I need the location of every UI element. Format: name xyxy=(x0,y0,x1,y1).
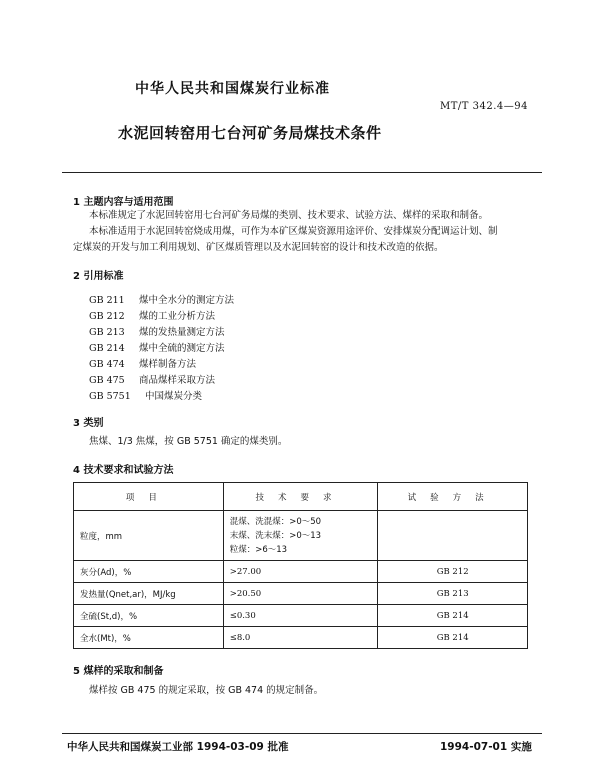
cell-requirement: >20.50 xyxy=(223,583,378,605)
table-row xyxy=(74,627,528,649)
requirement-line: 混煤、洗混煤：>0～50 xyxy=(229,516,322,527)
standard-code: MT/T 342.4—94 xyxy=(440,101,528,112)
table-row xyxy=(74,561,528,583)
reference-item xyxy=(89,356,196,370)
reference-item xyxy=(89,292,234,306)
cell-method: GB 212 xyxy=(378,561,528,583)
section-4-heading: 4 技术要求和试验方法 xyxy=(73,465,174,476)
section-1-paragraph-2b: 定煤炭的开发与加工利用规划、矿区煤质管理以及水泥回转窑的设计和技术改造的依据。 xyxy=(73,242,444,253)
reference-item xyxy=(89,308,215,322)
header-item: 项目 xyxy=(74,483,224,511)
section-5-heading: 5 煤样的采取和制备 xyxy=(73,666,164,677)
document-title: 水泥回转窑用七台河矿务局煤技术条件 xyxy=(118,124,382,142)
table-row xyxy=(74,583,528,605)
section-1-heading: 1 主题内容与适用范围 xyxy=(73,197,174,208)
cell-requirement xyxy=(223,511,378,561)
section-5-paragraph: 煤样按 GB 475 的规定采取，按 GB 474 的规定制备。 xyxy=(89,685,324,696)
cell-method: GB 213 xyxy=(378,583,528,605)
section-1-paragraph-1: 本标准规定了水泥回转窑用七台河矿务局煤的类别、技术要求、试验方法、煤样的采取和制备。 xyxy=(89,210,489,221)
reference-code: GB 212 xyxy=(89,311,125,322)
reference-item xyxy=(89,340,225,354)
cell-requirement: ≤8.0 xyxy=(223,627,378,649)
cell-item: 粒度，mm xyxy=(74,511,224,561)
cell-requirement: ≤0.30 xyxy=(223,605,378,627)
approval-line: 中华人民共和国煤炭工业部 1994-03-09 批准 xyxy=(67,741,289,753)
reference-item xyxy=(89,388,202,402)
cell-method: GB 214 xyxy=(378,627,528,649)
cell-item: 灰分(Ad)，% xyxy=(74,561,224,583)
cell-item: 全硫(St,d)，% xyxy=(74,605,224,627)
section-1-paragraph-2a: 本标准适用于水泥回转窑烧成用煤，可作为本矿区煤炭资源用途评价、安排煤炭分配调运计划、制 xyxy=(89,226,498,237)
reference-code: GB 211 xyxy=(89,295,125,306)
section-3-heading: 3 类别 xyxy=(73,418,104,429)
header-divider xyxy=(62,172,542,173)
reference-code: GB 5751 xyxy=(89,391,131,402)
reference-title: 煤中全水分的测定方法 xyxy=(139,295,235,306)
reference-code: GB 475 xyxy=(89,375,125,386)
reference-title: 商品煤样采取方法 xyxy=(139,375,216,386)
reference-title: 中国煤炭分类 xyxy=(145,391,203,402)
reference-title: 煤中全硫的测定方法 xyxy=(139,343,225,354)
section-3-paragraph: 焦煤、1/3 焦煤，按 GB 5751 确定的煤类别。 xyxy=(89,436,288,447)
requirement-line: 粒煤：>6～13 xyxy=(229,544,288,555)
cell-item: 发热量(Qnet,ar)，MJ/kg xyxy=(74,583,224,605)
reference-title: 煤的工业分析方法 xyxy=(139,311,216,322)
implementation-date: 1994-07-01 实施 xyxy=(440,741,532,753)
requirement-line: 末煤、洗末煤：>0～13 xyxy=(229,530,322,541)
cell-method xyxy=(378,511,528,561)
reference-code: GB 474 xyxy=(89,359,125,370)
header-method: 试验方法 xyxy=(378,483,528,511)
spec-table xyxy=(73,482,528,649)
cell-method: GB 214 xyxy=(378,605,528,627)
header-requirement: 技术要求 xyxy=(223,483,378,511)
reference-code: GB 214 xyxy=(89,343,125,354)
table-row xyxy=(74,605,528,627)
reference-title: 煤样制备方法 xyxy=(139,359,197,370)
reference-item xyxy=(89,324,225,338)
reference-code: GB 213 xyxy=(89,327,125,338)
footer-divider xyxy=(62,733,542,734)
cell-requirement: >27.00 xyxy=(223,561,378,583)
reference-title: 煤的发热量测定方法 xyxy=(139,327,225,338)
industry-standard-title: 中华人民共和国煤炭行业标准 xyxy=(135,81,330,97)
reference-item xyxy=(89,372,215,386)
table-row xyxy=(74,511,528,561)
table-header-row xyxy=(74,483,528,511)
section-2-heading: 2 引用标准 xyxy=(73,271,124,282)
cell-item: 全水(Mt)，% xyxy=(74,627,224,649)
